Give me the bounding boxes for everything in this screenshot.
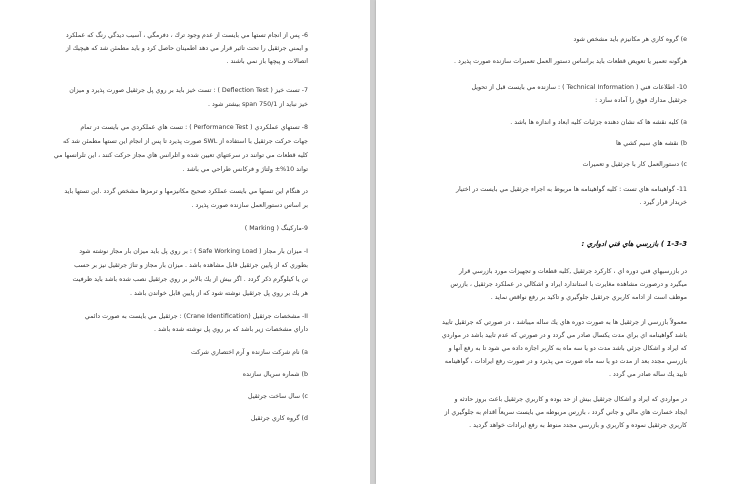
left-line-20: b) شماره سريال سازنده <box>242 371 308 378</box>
right-line-16: بازرسي مجدد بعد از مدت دو يا سه ماه صورت مي پذيرد و در صورت رفع ايرادات ، گواهينامه <box>444 358 687 365</box>
right-line-11: ميگيرد و درصورت مشاهده مغايرت با استاندارد ايراد و اشكالي در عملكرد جرثقيل ، بازرس <box>450 281 687 288</box>
right-line-15: كه ايراد و اشكال جزئي باشد مدت دو يا سه ماه به كاربر اجازه داده مي شود تا به رفع آنها و <box>448 345 687 352</box>
right-line-4: جرثقيل مدارك فوق را آماده سازد : <box>595 97 687 104</box>
right-line-18: در مواردي كه ايراد و اشكال جرثقيل بيش از حد بوده و كاربري جرثقيل باعث بروز حادثه و <box>454 396 687 403</box>
right-line-12: موظف است از ادامه كاربري جرثقيل جلوگيري و تاكيد بر رفع نواقص نمايد . <box>490 294 687 301</box>
left-line-5: خيز نبايد از span 750/1 بيشتر شود . <box>208 101 308 108</box>
left-line-17: II- مشخصات جرثقيل (Crane Identification) : جرثقيل مي بايست به صورت دائمي <box>84 313 308 320</box>
right-line-5: a) كليه نقشه ها كه نشان دهنده جزئيات كليه ابعاد و اندازه ها باشد . <box>510 119 687 126</box>
right-line-2: هرگونه تعمير يا تعويض قطعات بايد براساس دستور العمل تعميرات سازنده صورت پذيرد . <box>454 58 687 65</box>
left-line-2: و ايمني جرثقيل را تحت تاثير قرار مي دهد اطمينان حاصل كرد و بايد مطمئن شد كه هيچيك از <box>65 45 308 52</box>
left-line-9: تواند 10%± ولتاژ و فركانس طراحي مي باشد . <box>182 166 308 173</box>
right-line-20: كاربري جرثقيل نموده و كاربري و بازرسي مجدد منوط به رفع ايرادات خواهد گرديد . <box>469 422 687 429</box>
left-line-7: جهات حركت جرثقيل با استفاده از SWL صورت پذيرد تا پس از انجام اين تستها مطمئن شد كه <box>62 138 308 145</box>
left-line-18: داراي مشخصات زير باشد كه بر روي پل نوشته شده باشد . <box>154 326 308 333</box>
left-line-19: a) نام شركت سازنده و آرم اختصاري شركت <box>191 349 308 356</box>
right-line-17: تاييد يك ساله صادر مي گردد . <box>608 371 687 378</box>
left-line-22: d) گروه كاري جرثقيل <box>250 415 308 422</box>
right-line-6: b) نقشه هاي سيم كشي ها <box>615 140 687 147</box>
section-heading: 1-3-3 ) بازرسي هاي فني ادواري : <box>581 240 687 248</box>
left-line-11: بر اساس دستورالعمل سازنده صورت پذيرد . <box>191 202 308 209</box>
right-line-19: ايجاد خسارت هاي مالي و جاني گردد ، بازرس مربوطه مي بايست سريعاً اقدام به جلوگيري از <box>444 409 687 416</box>
right-line-9: خريدار قرار گيرد . <box>639 199 687 206</box>
right-line-7: c) دستورالعمل كار با جرثقيل و تعميرات <box>582 161 687 168</box>
left-line-3: اتصالات و پيچها باز نمي باشند . <box>226 58 308 65</box>
left-line-4: 7- تست خيز ( Deflection Test ) : تست خيز بايد بر روي پل جرثقيل صورت پذيرد و ميزان <box>69 87 308 94</box>
left-line-13: I- ميزان بار مجاز ( Safe Working Load ) : بر روي پل بايد ميزان بار مجاز نوشته شود <box>79 248 308 255</box>
left-page <box>0 0 370 484</box>
left-line-16: هر يك بر روي پل جرثقيل نوشته شود كه از پايين قابل خواندن باشد . <box>129 290 308 297</box>
right-page <box>376 0 749 484</box>
left-line-12: 9-ماركينگ ( Marking ) <box>244 225 308 232</box>
left-line-8: كليه قطعات مي توانند در سرعتهاي تعيين شده و اتلرانس هاي مجاز حركت كنند ، اين تلرانسها مي <box>53 152 308 159</box>
right-line-3: 10- اطلاعات فني ( Technical Information ) : سازنده مي بايست قبل از تحويل <box>471 84 687 91</box>
left-line-10: در هنگام اين تستها مي بايست عملكرد صحيح مكانيزمها و ترمزها مشخص گردد .اين تستها بايد <box>64 188 308 195</box>
right-line-14: باشد گواهينامه اي براي مدت يكسال صادر مي گردد و در صورتي كه عدم تاييد باشد در مواردي <box>441 332 687 339</box>
left-line-14: بطوري كه از پايين جرثقيل قابل مشاهده باشد . ميزان بار مجاز و تناژ جرثقيل نيز بر حسب <box>74 262 308 269</box>
right-line-10: در بازرسيهاي فني دوره اي ، كاركرد جرثقيل ,كليه قطعات و تجهيزات مورد بازرسي قرار <box>458 268 687 275</box>
left-line-6: 8- تستهاي عملكردي ( Performance Test ) : تست هاي عملكردي مي بايست در تمام <box>80 124 308 131</box>
left-line-15: تن يا كيلوگرم ذكر گردد . اگر بيش از يك بالابر بر روي جرثقيل نصب شده باشد بايد ظرفيت <box>72 276 308 283</box>
right-line-13: معمولاً بازرسي از جرثقيل ها به صورت دوره هاي يك ساله ميباشد ، در صورتي كه جرثقيل تاييد <box>442 319 687 326</box>
right-line-1: e) گروه كاري هر مكانيزم بايد مشخص شود <box>573 36 687 43</box>
right-line-8: 11- گواهينامه هاي تست : كليه گواهينامه ها مربوط به اجراء جرثقيل مي بايست در اختيار <box>455 186 687 193</box>
left-line-21: c) سال ساخت جرثقيل <box>248 393 308 400</box>
left-line-1: 6- پس از انجام تستها مي بايست از عدم وجود ترك ، دفرمگي ، آسيب ديدگي رنگ كه عملكرد <box>65 32 308 39</box>
